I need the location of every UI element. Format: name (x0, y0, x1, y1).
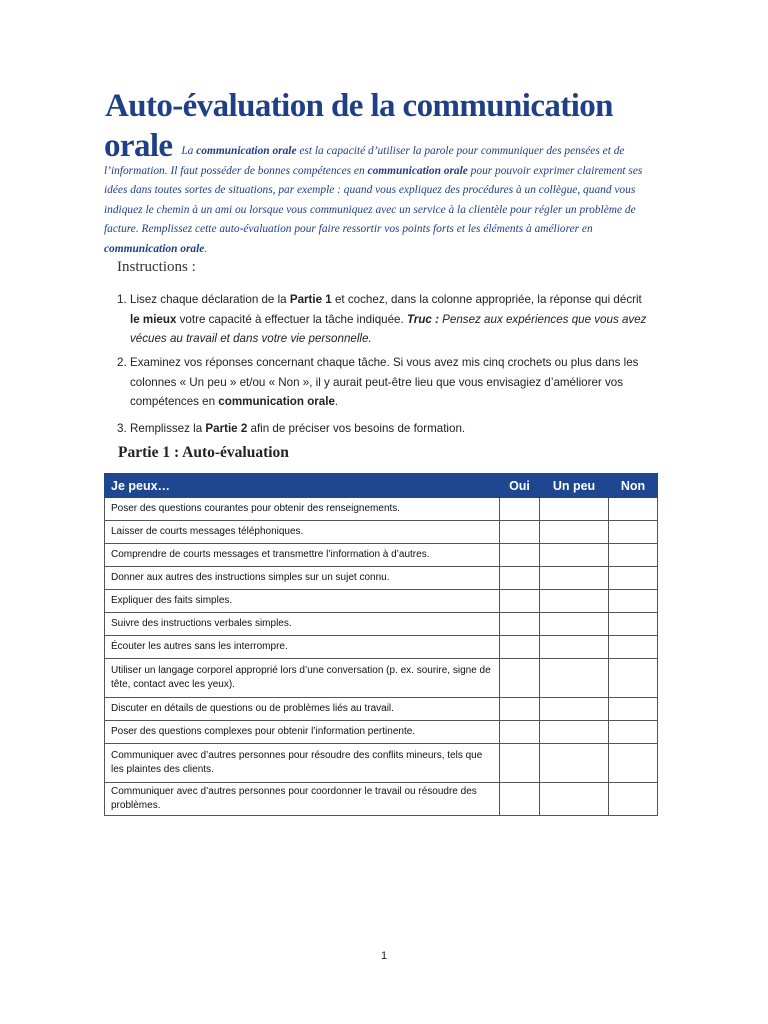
column-header-je-peux: Je peux… (105, 474, 500, 498)
non-checkbox-cell[interactable] (609, 613, 658, 636)
self-assessment-table (104, 473, 657, 816)
table-row (105, 698, 658, 721)
oui-checkbox-cell[interactable] (500, 590, 540, 613)
oui-checkbox-cell[interactable] (500, 567, 540, 590)
column-header-un-peu: Un peu (540, 474, 609, 498)
oui-checkbox-cell[interactable] (500, 498, 540, 521)
step-text-italic: Pensez aux expériences que vous avez vécues au travail et dans votre vie personnelle. (130, 312, 647, 345)
non-checkbox-cell[interactable] (609, 721, 658, 744)
page-number: 1 (380, 950, 388, 962)
non-checkbox-cell[interactable] (609, 659, 658, 698)
statement-cell: Communiquer avec d’autres personnes pour résoudre des conflits mineurs, tels que les plaintes des clients. (105, 744, 500, 783)
intro-highlight-2: communication orale (367, 164, 468, 177)
non-checkbox-cell[interactable] (609, 698, 658, 721)
table-row (105, 613, 658, 636)
statement-cell: Utiliser un langage corporel approprié lors d’une conversation (p. ex. sourire, signe de tête, contact avec les yeux). (105, 659, 500, 698)
oui-checkbox-cell[interactable] (500, 783, 540, 816)
step-text-bold: communication orale (218, 395, 335, 408)
step-number: 1. (117, 293, 127, 306)
oui-checkbox-cell[interactable] (500, 613, 540, 636)
statement-cell: Écouter les autres sans les interrompre. (105, 636, 500, 659)
statement-cell: Comprendre de courts messages et transmettre l’information à d’autres. (105, 544, 500, 567)
statement-cell: Donner aux autres des instructions simples sur un sujet connu. (105, 567, 500, 590)
un-peu-checkbox-cell[interactable] (540, 613, 609, 636)
intro-text-4: . (204, 242, 208, 255)
step-text-bold: Partie 2 (205, 422, 248, 435)
instruction-step-2 (117, 353, 647, 412)
non-checkbox-cell[interactable] (609, 498, 658, 521)
un-peu-checkbox-cell[interactable] (540, 521, 609, 544)
statement-cell: Communiquer avec d’autres personnes pour coordonner le travail ou résoudre des problèmes. (105, 783, 500, 816)
table-row (105, 659, 658, 698)
document-title: Auto-évaluation de la communication (105, 88, 613, 124)
oui-checkbox-cell[interactable] (500, 698, 540, 721)
table-row (105, 744, 658, 783)
un-peu-checkbox-cell[interactable] (540, 567, 609, 590)
document-title-line2: orale (104, 128, 173, 164)
un-peu-checkbox-cell[interactable] (540, 544, 609, 567)
statement-cell: Poser des questions courantes pour obtenir des renseignements. (105, 498, 500, 521)
statement-cell: Poser des questions complexes pour obtenir l’information pertinente. (105, 721, 500, 744)
oui-checkbox-cell[interactable] (500, 636, 540, 659)
non-checkbox-cell[interactable] (609, 636, 658, 659)
step-text: Remplissez la (130, 422, 206, 435)
statement-cell: Suivre des instructions verbales simples. (105, 613, 500, 636)
table-row (105, 544, 658, 567)
un-peu-checkbox-cell[interactable] (540, 698, 609, 721)
table-row (105, 590, 658, 613)
oui-checkbox-cell[interactable] (500, 544, 540, 567)
instruction-step-3 (117, 419, 647, 439)
non-checkbox-cell[interactable] (609, 567, 658, 590)
step-text-bold: Partie 1 (289, 293, 332, 306)
step-text: et cochez, dans la colonne appropriée, la réponse qui décrit (331, 293, 642, 306)
step-text: Examinez vos réponses concernant chaque tâche. Si vous avez mis cinq crochets ou plus dans les colonnes « Un peu » et/ou « Non », il y aurait peut-être lieu que vous envisagiez d’améliorer vos compétences en (130, 356, 639, 408)
non-checkbox-cell[interactable] (609, 783, 658, 816)
intro-highlight-1: communication orale (196, 145, 297, 157)
table-row (105, 636, 658, 659)
table-row (105, 721, 658, 744)
non-checkbox-cell[interactable] (609, 590, 658, 613)
un-peu-checkbox-cell[interactable] (540, 744, 609, 783)
oui-checkbox-cell[interactable] (500, 659, 540, 698)
un-peu-checkbox-cell[interactable] (540, 590, 609, 613)
instructions-heading: Instructions : (117, 259, 196, 275)
intro-paragraph (104, 128, 649, 260)
step-text: Lisez chaque déclaration de la (130, 293, 290, 306)
step-text: . (334, 395, 339, 408)
step-text: votre capacité à effectuer la tâche indiquée. (176, 312, 407, 326)
column-header-oui: Oui (500, 474, 540, 498)
table-row (105, 498, 658, 521)
oui-checkbox-cell[interactable] (500, 521, 540, 544)
non-checkbox-cell[interactable] (609, 521, 658, 544)
step-text-bold: le mieux (130, 312, 177, 326)
step-number: 2. (117, 356, 127, 369)
non-checkbox-cell[interactable] (609, 544, 658, 567)
intro-text-3: pour pouvoir exprimer clairement ses idées dans toutes sortes de situations, par exemple : quand vous expliquez des procédures à un collègue, quand vous indiquez le chemin à un ami ou lorsque vous communiquez avec un service à la clientèle pour régler un problème de facture. Remplissez cette auto-évaluation pour faire ressortir vos points forts et les éléments à améliorer en (104, 164, 643, 236)
table-row (105, 567, 658, 590)
un-peu-checkbox-cell[interactable] (540, 783, 609, 816)
table-row (105, 521, 658, 544)
part1-heading: Partie 1 : Auto-évaluation (118, 444, 289, 461)
oui-checkbox-cell[interactable] (500, 721, 540, 744)
step-number: 3. (117, 422, 127, 435)
un-peu-checkbox-cell[interactable] (540, 498, 609, 521)
statement-cell: Discuter en détails de questions ou de problèmes liés au travail. (105, 698, 500, 721)
un-peu-checkbox-cell[interactable] (540, 659, 609, 698)
table-header-row (105, 474, 658, 498)
intro-text-1: La (178, 145, 197, 157)
un-peu-checkbox-cell[interactable] (540, 721, 609, 744)
intro-text-2: est la capacité d’utiliser la parole pour communiquer des pensées et de l’information. Il faut posséder de bonnes compétences en (104, 145, 625, 177)
column-header-non: Non (609, 474, 658, 498)
instruction-step-1 (117, 290, 647, 349)
oui-checkbox-cell[interactable] (500, 744, 540, 783)
table-row (105, 783, 658, 816)
step-text: afin de préciser vos besoins de formation. (247, 422, 466, 435)
non-checkbox-cell[interactable] (609, 744, 658, 783)
statement-cell: Expliquer des faits simples. (105, 590, 500, 613)
intro-highlight-3: communication orale (104, 242, 205, 255)
un-peu-checkbox-cell[interactable] (540, 636, 609, 659)
step-text-bold-italic: Truc : (406, 312, 439, 326)
statement-cell: Laisser de courts messages téléphoniques. (105, 521, 500, 544)
